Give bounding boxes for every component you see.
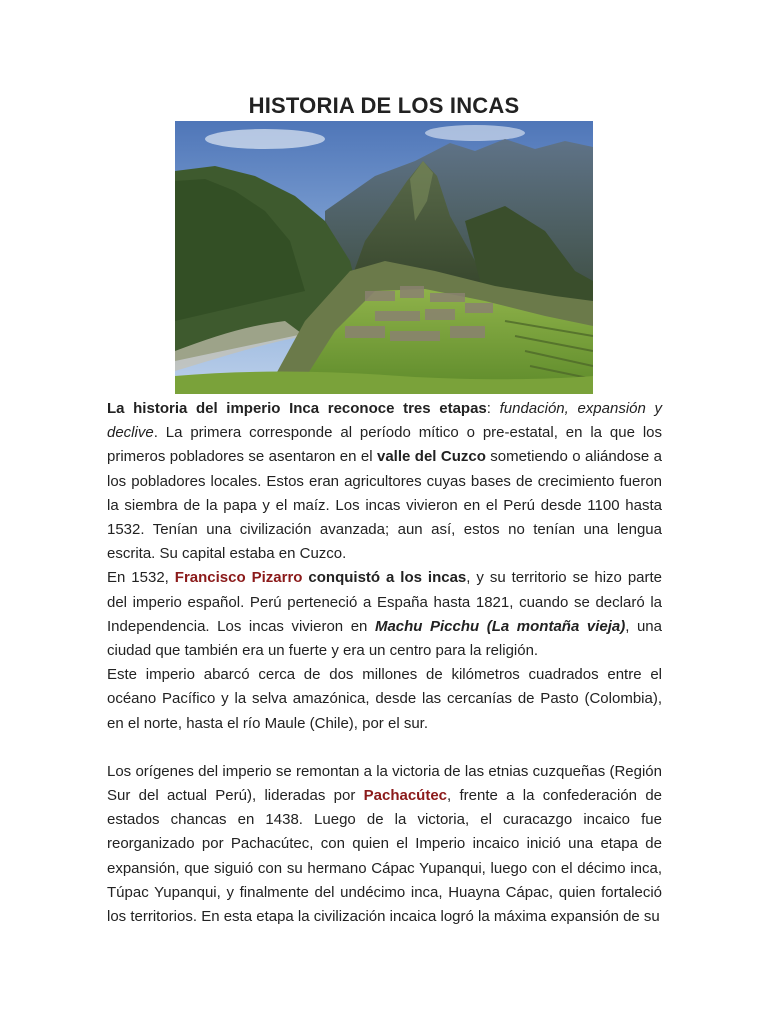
- page-title: HISTORIA DE LOS INCAS: [248, 93, 520, 118]
- bold-italic-machu-picchu: Machu Picchu (La montaña vieja): [374, 617, 626, 635]
- colon: :: [486, 400, 500, 417]
- bold-conquisto: conquistó a los incas: [308, 569, 467, 587]
- paragraph-text: , y su territorio se hizo parte del imperio español. Perú perteneció a España hasta 1821, cuando se declaró la Independencia. Los incas vivieron en: [107, 569, 663, 635]
- paragraph-text: sometiendo o aliándose a los pobladores locales. Estos eran agricultores cuyas bases de crecimiento fueron la siembra de la papa y el maíz. Los incas vivieron en el Perú desde 1100 hasta 1532. Tenían una civilización avanzada; aun así, estos no tenían una lengua escrita. Su capital estaba en Cuzco.: [107, 448, 662, 563]
- paragraph-1: [107, 397, 662, 566]
- bold-valle: valle del Cuzco: [377, 448, 486, 466]
- article-body: [107, 397, 662, 929]
- paragraph-3: Este imperio abarcó cerca de dos millones de kilómetros cuadrados entre el océano Pacífico y la selva amazónica, desde las cercanías de Pasto (Colombia), en el norte, hasta el río Maule (Chile), por el sur.: [107, 666, 662, 732]
- machu-picchu-photo: [175, 121, 593, 394]
- bold-intro: La historia del imperio Inca reconoce tres etapas: [107, 400, 487, 417]
- paragraph-2: [107, 566, 662, 663]
- paragraph-text: , frente a la confederación de estados chancas en 1438. Luego de la victoria, el curacazgo incaico fue reorganizado por Pachacútec, con quien el Imperio incaico inició una etapa de expansión, que siguió con su hermano Cápac Yupanqui, luego con el décimo inca, Túpac Yupanqui, y finalmente del undécimo inca, Huayna Cápac, quien fortaleció los territorios. En esta etapa la civilización incaica logró la máxima expansión de su: [107, 787, 663, 926]
- paragraph-text: Los orígenes del imperio se remontan a la victoria de las etnias cuzqueñas (Región Sur del actual Perú), lideradas por: [107, 762, 662, 805]
- paragraph-text: . La primera corresponde al período mítico o pre-estatal, en la que los primeros pobladores se asentaron en el: [107, 424, 662, 466]
- paragraph-4: [107, 760, 662, 929]
- link-francisco-pizarro[interactable]: Francisco Pizarro: [174, 569, 303, 587]
- italic-stages: fundación, expansión y declive: [107, 400, 662, 442]
- paragraph-text: En 1532,: [107, 569, 175, 587]
- link-pachacutec[interactable]: Pachacútec: [363, 787, 448, 805]
- paragraph-gap: [107, 736, 662, 760]
- paragraph-text: , una ciudad que también era un fuerte y era un centro para la religión.: [107, 617, 662, 660]
